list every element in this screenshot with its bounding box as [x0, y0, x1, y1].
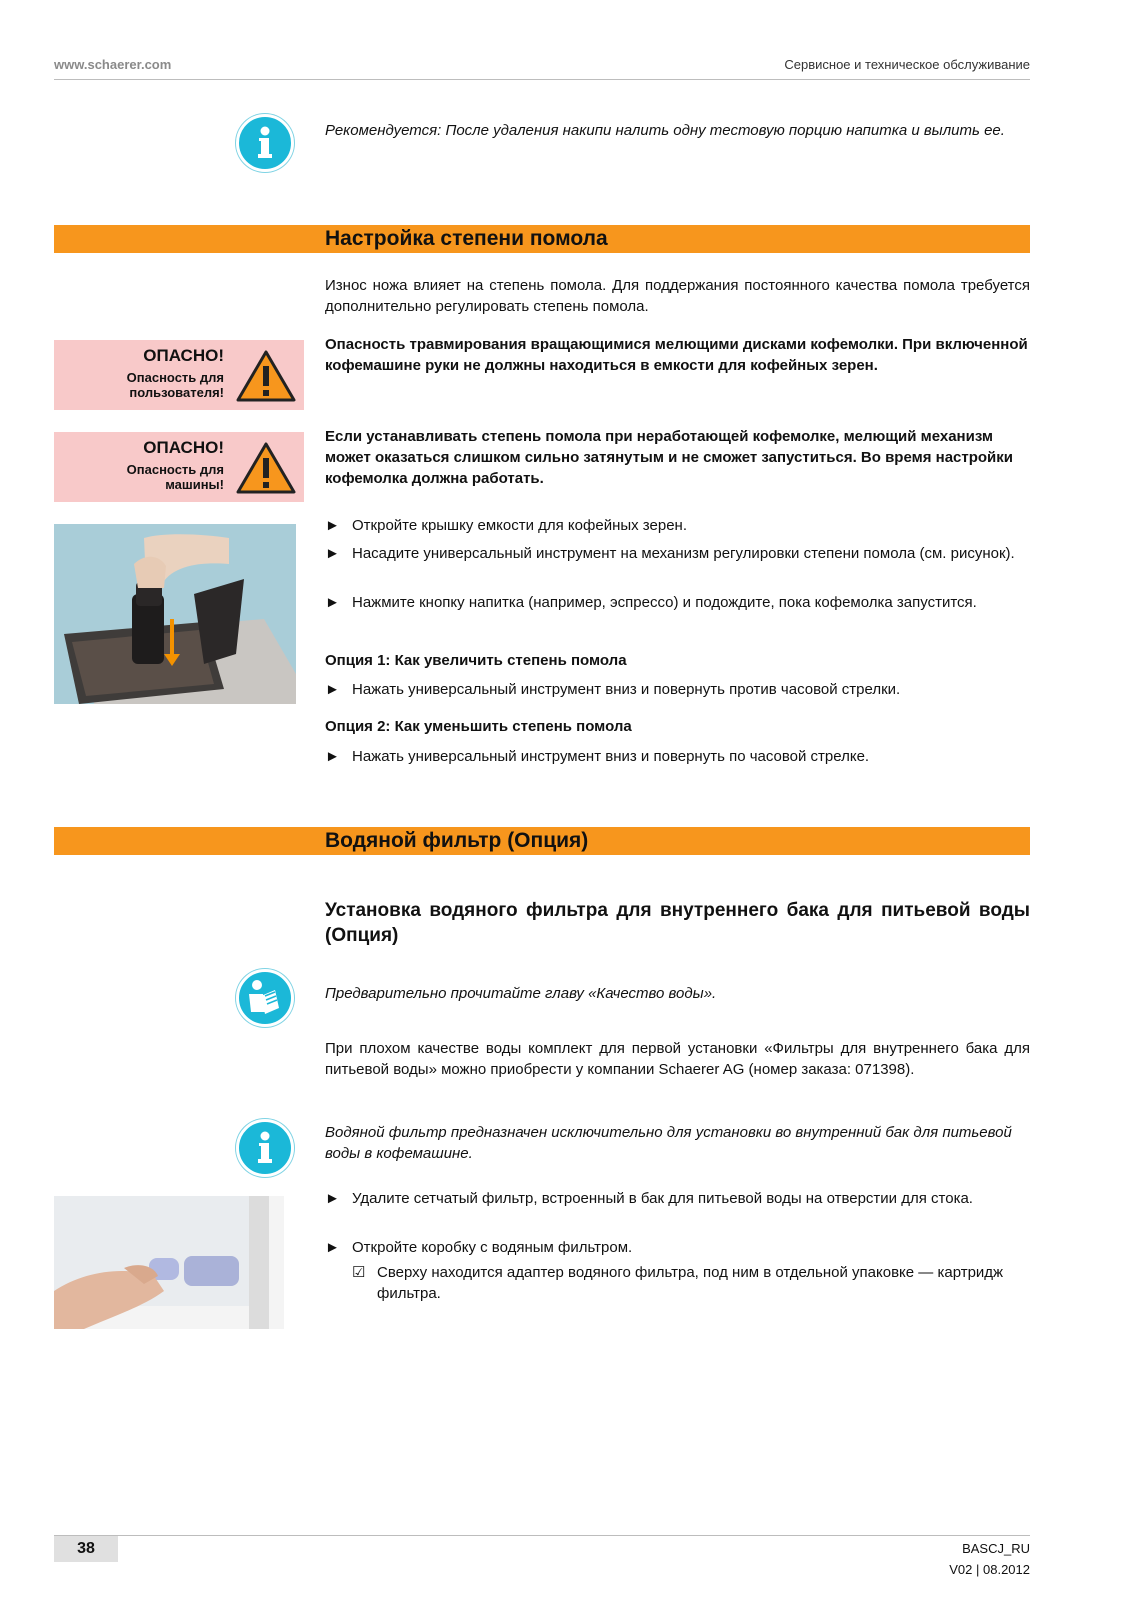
option2-title: Опция 2: Как уменьшить степень помола — [325, 718, 632, 735]
checkbox-icon: ☑ — [352, 1264, 366, 1281]
info-note-text: Рекомендуется: После удаления накипи налить одну тестовую порцию напитка и вылить ее. — [325, 122, 1005, 139]
subsection-title: Установка водяного фильтра для внутреннего бака для питьевой воды (Опция) — [325, 900, 1030, 946]
list-item: ► Насадите универсальный инструмент на механизм регулировки степени помола (см. рисунок). — [325, 545, 1015, 562]
section-title: Настройка степени помола — [325, 227, 608, 250]
arrow-icon: ► — [325, 517, 340, 534]
danger-sub: Опасность для пользователя! — [126, 370, 224, 400]
read-manual-icon — [236, 969, 294, 1027]
filter-paragraph: При плохом качестве воды комплект для первой установки «Фильтры для внутреннего бака для питьевой воды» можно приобрести у компании Schaerer AG (номер заказа: 071398). — [325, 1040, 1030, 1078]
list-item: ► Удалите сетчатый фильтр, встроенный в бак для питьевой воды на отверстии для стока. — [325, 1190, 973, 1207]
arrow-icon: ► — [325, 681, 340, 698]
header-divider — [54, 79, 1030, 80]
arrow-icon: ► — [325, 1190, 340, 1207]
warning-triangle-icon — [236, 442, 296, 494]
warning-triangle-icon — [236, 350, 296, 402]
chapter-title: Сервисное и техническое обслуживание — [784, 57, 1030, 72]
list-item: ► Откройте крышку емкости для кофейных зерен. — [325, 517, 687, 534]
section-bar-water-filter — [54, 827, 1030, 855]
filter-removal-photo — [54, 1196, 284, 1329]
warning-text-1: Опасность травмирования вращающимися мелющими дисками кофемолки. При включенной кофемашине руки не должны находиться в емкости для кофейных зерен. — [325, 336, 1028, 374]
list-item: ► Откройте коробку с водяным фильтром. — [325, 1239, 633, 1256]
page-number: 38 — [54, 1536, 118, 1562]
grinder-adjust-photo — [54, 524, 296, 704]
warning-text-2: Если устанавливать степень помола при неработающей кофемолке, мелющий механизм может оказаться слишком сильно затянутым и не сможет запуститься. Во время настройки кофемолка должна работать. — [325, 428, 1013, 487]
read-note-text: Предварительно прочитайте главу «Качество воды». — [325, 985, 717, 1002]
danger-label: ОПАСНО! — [143, 346, 224, 365]
section-bar-grinding — [54, 225, 1030, 253]
info-icon — [236, 114, 294, 172]
info-note-text: Водяной фильтр предназначен исключительно для установки во внутренний бак для питьевой воды в кофемашине. — [325, 1124, 1012, 1162]
list-item: ► Нажать универсальный инструмент вниз и повернуть по часовой стрелке. — [325, 748, 870, 765]
grinding-intro: Износ ножа влияет на степень помола. Для поддержания постоянного качества помола требуется дополнительно регулировать степень помола. — [325, 277, 1030, 315]
footer-divider — [54, 1535, 1030, 1536]
doc-code: BASCJ_RU — [962, 1541, 1030, 1556]
doc-version: V02 | 08.2012 — [949, 1562, 1030, 1577]
website-link[interactable]: www.schaerer.com — [54, 57, 172, 72]
list-item: ► Нажать универсальный инструмент вниз и повернуть против часовой стрелки. — [325, 681, 901, 698]
option1-title: Опция 1: Как увеличить степень помола — [325, 652, 627, 669]
arrow-icon: ► — [325, 545, 340, 562]
arrow-icon: ► — [325, 594, 340, 611]
result-item — [352, 1262, 1030, 1304]
danger-label: ОПАСНО! — [143, 438, 224, 457]
list-item: ► Нажмите кнопку напитка (например, эспрессо) и подождите, пока кофемолка запустится. — [325, 594, 977, 611]
result-text: Сверху находится адаптер водяного фильтра, под ним в отдельной упаковке — картридж фильтра. — [377, 1264, 1004, 1302]
danger-machine-box — [54, 432, 304, 502]
danger-user-box — [54, 340, 304, 410]
arrow-icon: ► — [325, 748, 340, 765]
arrow-icon: ► — [325, 1239, 340, 1256]
section-title: Водяной фильтр (Опция) — [325, 829, 589, 852]
danger-sub: Опасность для машины! — [126, 462, 224, 492]
info-icon — [236, 1119, 294, 1177]
